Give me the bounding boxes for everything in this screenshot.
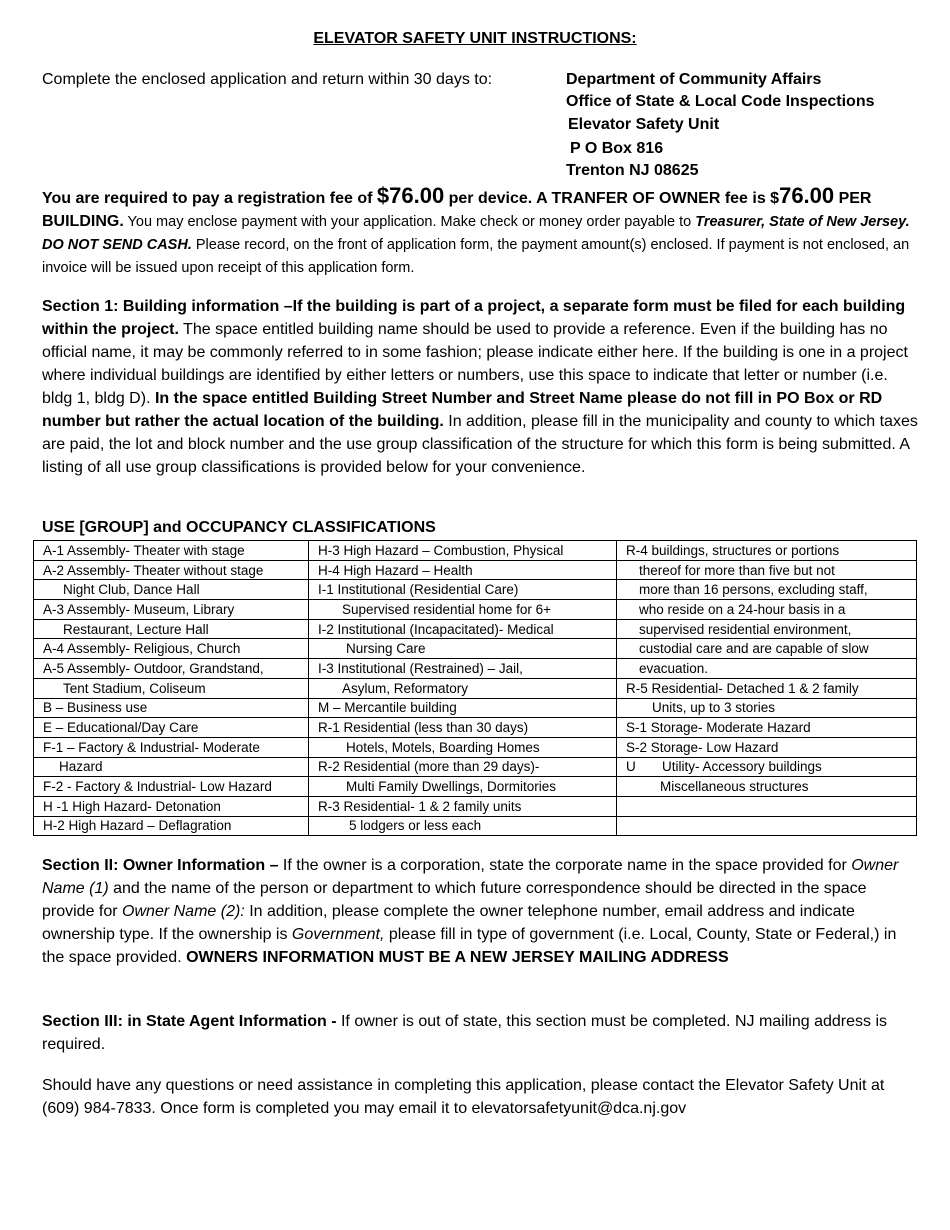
section-2-owner-name-1: Owner Name (1) [42,857,899,897]
table-cell [617,816,917,836]
table-row [34,737,917,757]
table-cell: M – Mercantile building [309,698,617,718]
table-cell: E – Educational/Day Care [34,718,309,738]
fee-text-6: Please record, on the front of application form, the payment amount(s) enclosed. If payment is not enclosed, an invoice will be issued upon receipt of this application form. [42,237,910,276]
table-cell: R-1 Residential (less than 30 days) [309,718,617,738]
section-1-heading: Section 1: Building information –If the building is part of a project, a separate form must be filed for each building within the project. [42,298,906,338]
section-2-government: Government, [291,926,385,943]
table-row [34,816,917,836]
use-group-heading: USE [GROUP] and OCCUPANCY CLASSIFICATIONS [42,519,436,536]
address-line-unit: Elevator Safety Unit [568,116,720,133]
fee-amount-device: $76.00 [376,183,445,208]
address-line-city: Trenton NJ 08625 [566,162,699,179]
table-cell: Hazard [34,757,309,777]
table-row [34,600,917,620]
table-cell: H-4 High Hazard – Health [309,560,617,580]
section-1-text-2: In addition, please fill in the municipality and county to which taxes are paid, the lot and block number and the use group classification of the structure for which this form is being submitted. A listing of all use group classifications is provided below for your convenience. [42,413,918,476]
table-cell: Miscellaneous structures [617,777,917,797]
section-2-heading: Section II: Owner Information – [42,857,279,874]
section-2-text-3: In addition, please complete the owner telephone number, email address and indicate ownership type. If the ownership is [42,903,855,943]
section-3-text: If owner is out of state, this section must be completed. NJ mailing address is required. [42,1013,887,1053]
table-cell: R-4 buildings, structures or portions [617,541,917,561]
table-cell: Supervised residential home for 6+ [309,600,617,620]
table-cell: A-5 Assembly- Outdoor, Grandstand, [34,659,309,679]
table-cell: Night Club, Dance Hall [34,580,309,600]
table-cell: thereof for more than five but not [617,560,917,580]
table-row [34,639,917,659]
table-cell: F-2 - Factory & Industrial- Low Hazard [34,777,309,797]
section-3-heading: Section III: in State Agent Information - [42,1013,337,1030]
fee-paragraph [42,184,922,279]
section-1-text-1: The space entitled building name should be used to provide a reference. Even if the building has no official name, it may be commonly referred to in some fashion; please indicate either here. If the building is one in a project where individual buildings are identified by either letters or numbers, use this space to indicate that letter or number (i.e. bldg 1, bldg D). [42,321,908,407]
table-row [34,541,917,561]
table-cell [617,796,917,816]
table-cell: S-2 Storage- Low Hazard [617,737,917,757]
table-row [34,580,917,600]
fee-text-1: You are required to pay a registration fee of [42,190,377,207]
table-cell: A-2 Assembly- Theater without stage [34,560,309,580]
section-1-bold-2: In the space entitled Building Street Number and Street Name please do not fill in PO Box or RD number but rather the actual location of the building. [42,390,883,430]
table-cell: Nursing Care [309,639,617,659]
table-cell: H-3 High Hazard – Combustion, Physical [309,541,617,561]
table-cell: R-2 Residential (more than 29 days)- [309,757,617,777]
fee-text-2: per device. A TRANFER OF OWNER fee is $ [444,190,780,207]
table-cell: U Utility- Accessory buildings [617,757,917,777]
address-line-office: Office of State & Local Code Inspections [566,93,875,110]
fee-text-4: You may enclose payment with your application. Make check or money order payable to [123,214,696,230]
table-cell: S-1 Storage- Moderate Hazard [617,718,917,738]
table-cell: Hotels, Motels, Boarding Homes [309,737,617,757]
table-cell: R-3 Residential- 1 & 2 family units [309,796,617,816]
table-cell: B – Business use [34,698,309,718]
table-row [34,678,917,698]
table-row [34,659,917,679]
table-row [34,619,917,639]
table-cell: more than 16 persons, excluding staff, [617,580,917,600]
use-group-table [33,540,917,836]
table-cell: F-1 – Factory & Industrial- Moderate [34,737,309,757]
table-cell: I-2 Institutional (Incapacitated)- Medical [309,619,617,639]
contact-paragraph: Should have any questions or need assistance in completing this application, please contact the Elevator Safety Unit at (609) 984-7833. Once form is completed you may email it to elevatorsafetyunit@dca.nj.gov [42,1077,885,1117]
table-cell: R-5 Residential- Detached 1 & 2 family [617,678,917,698]
table-cell: H -1 High Hazard- Detonation [34,796,309,816]
table-cell: Tent Stadium, Coliseum [34,678,309,698]
table-cell: A-3 Assembly- Museum, Library [34,600,309,620]
table-cell: H-2 High Hazard – Deflagration [34,816,309,836]
page-title: ELEVATOR SAFETY UNIT INSTRUCTIONS: [313,30,637,47]
section-2-text-2: and the name of the person or department to which future correspondence should be directed in the space provide for [42,880,867,920]
table-cell: I-3 Institutional (Restrained) – Jail, [309,659,617,679]
table-cell: A-1 Assembly- Theater with stage [34,541,309,561]
table-cell: custodial care and are capable of slow [617,639,917,659]
section-2-text-4: please fill in type of government (i.e. Local, County, State or Federal,) in the space provided. [42,926,897,966]
fee-amount-transfer: 76.00 [779,183,835,208]
fee-text-3: PER BUILDING. [42,190,872,230]
section-1-paragraph [42,295,922,479]
table-row [34,698,917,718]
table-row [34,757,917,777]
table-cell: I-1 Institutional (Residential Care) [309,580,617,600]
table-cell: evacuation. [617,659,917,679]
table-cell: who reside on a 24-hour basis in a [617,600,917,620]
table-cell: supervised residential environment, [617,619,917,639]
table-cell: Restaurant, Lecture Hall [34,619,309,639]
table-cell: 5 lodgers or less each [309,816,617,836]
section-2-owner-name-2: Owner Name (2): [122,903,245,920]
table-cell: Units, up to 3 stories [617,698,917,718]
table-cell: Multi Family Dwellings, Dormitories [309,777,617,797]
table-cell: A-4 Assembly- Religious, Church [34,639,309,659]
section-2-notice: OWNERS INFORMATION MUST BE A NEW JERSEY MAILING ADDRESS [186,949,729,966]
section-2-text-1: If the owner is a corporation, state the corporate name in the space provided for [278,857,852,874]
fee-payee: Treasurer, State of New Jersey. DO NOT SEND CASH. [42,214,910,253]
section-3-paragraph [42,1010,922,1056]
table-row [34,796,917,816]
intro-text: Complete the enclosed application and return within 30 days to: [42,71,493,88]
section-2-paragraph [42,854,922,969]
table-cell: Asylum, Reformatory [309,678,617,698]
table-row [34,560,917,580]
address-line-department: Department of Community Affairs [566,71,822,88]
table-row [34,777,917,797]
address-line-po-box: P O Box 816 [570,140,664,157]
table-row [34,718,917,738]
